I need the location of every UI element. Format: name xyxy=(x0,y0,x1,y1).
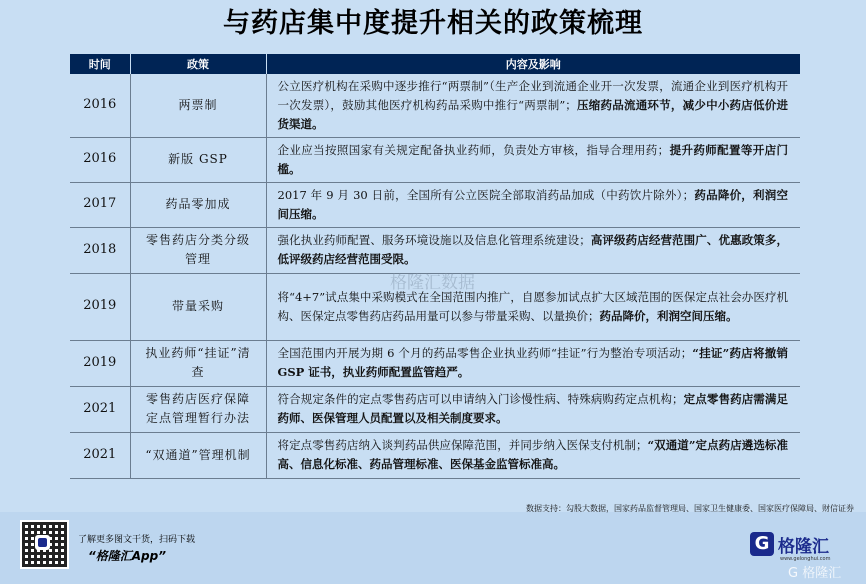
row-year: 2021 xyxy=(70,386,130,432)
app-name: “格隆汇App” xyxy=(88,549,166,563)
table-row xyxy=(70,137,800,182)
row-content xyxy=(266,137,800,182)
content-text: 公立医疗机构在采购中逐步推行“两票制”（生产企业到流通企业开一次发票，流通企业到医疗机构开一次发票），鼓励其他医疗机构药品采购中推行“两票制”； xyxy=(277,79,788,112)
content-text: 将“4+7”试点集中采购模式在全国范围内推广，自愿参加试点扩大区域范围的医保定点社会办医疗机构、医保定点零售药店药品用量可以参与带量采购、以量换价； xyxy=(277,289,788,323)
table-row xyxy=(70,340,800,386)
qr-logo-icon xyxy=(35,535,50,550)
header-content: 内容及影响 xyxy=(266,54,800,74)
policy-table xyxy=(70,54,800,479)
row-content xyxy=(266,432,800,478)
content-impact: 压缩药品流通环节，减少中小药店低价进货渠道。 xyxy=(277,97,788,131)
table-row xyxy=(70,74,800,137)
table-row xyxy=(70,386,800,432)
table-row xyxy=(70,182,800,227)
table-row xyxy=(70,227,800,273)
row-policy: 零售药店医疗保障定点管理暂行办法 xyxy=(130,386,266,432)
content-text: 企业应当按照国家有关规定配备执业药师，负责处方审核，指导合理用药； xyxy=(277,142,670,157)
row-policy: 新版 GSP xyxy=(130,137,266,182)
page-title: 与药店集中度提升相关的政策梳理 xyxy=(223,8,643,39)
download-prompt: 了解更多图文干货，扫码下载 xyxy=(78,535,196,545)
content-impact: 药品降价，利润空间压缩。 xyxy=(599,308,738,323)
content-impact: 提升药师配置等开店门槛。 xyxy=(277,142,788,176)
row-year: 2016 xyxy=(70,74,130,137)
row-year: 2019 xyxy=(70,273,130,340)
brand-logo xyxy=(750,531,829,557)
corner-watermark: G 格隆汇 xyxy=(788,566,842,581)
row-policy: “双通道”管理机制 xyxy=(130,432,266,478)
content-impact: “挂证”药店将撤销 GSP 证书，执业药师配置监管趋严。 xyxy=(277,346,788,379)
content-impact: “双通道”定点药店遴选标准高、信息化标准、药品管理标准、医保基金监管标准高。 xyxy=(277,438,788,471)
row-policy: 带量采购 xyxy=(130,273,266,340)
logo-url: www.gelonghui.com xyxy=(780,556,831,562)
data-source: 数据支持：勾股大数据，国家药品监督管理局、国家卫生健康委、国家医疗保障局、财信证券 xyxy=(526,504,854,513)
table-row xyxy=(70,432,800,478)
content-text: 将定点零售药店纳入谈判药品供应保障范围，并同步纳入医保支付机制； xyxy=(277,438,648,453)
content-impact: 高评级药店经营范围广、优惠政策多，低评级药店经营范围受限。 xyxy=(277,233,788,266)
row-year: 2017 xyxy=(70,182,130,227)
content-text: 符合规定条件的定点零售药店可以申请纳入门诊慢性病、特殊病购药定点机构； xyxy=(277,392,684,407)
logo-text: 格隆汇 xyxy=(778,536,829,557)
row-content xyxy=(266,182,800,227)
row-content xyxy=(266,74,800,137)
row-year: 2019 xyxy=(70,340,130,386)
content-text: 全国范围内开展为期 6 个月的药品零售企业执业药师“挂证”行为整治专项活动； xyxy=(277,346,693,361)
content-text: 2017 年 9 月 30 日前，全国所有公立医院全部取消药品加成（中药饮片除外）； xyxy=(277,187,695,202)
row-content xyxy=(266,227,800,273)
logo-g-icon: G xyxy=(750,532,774,556)
content-text: 强化执业药师配置、服务环境设施以及信息化管理系统建设； xyxy=(277,233,591,248)
table-header-row xyxy=(70,54,800,74)
row-policy: 执业药师“挂证”清查 xyxy=(130,340,266,386)
content-impact: 药品降价，利润空间压缩。 xyxy=(277,187,788,221)
row-content xyxy=(266,340,800,386)
header-policy: 政策 xyxy=(130,54,266,74)
row-year: 2018 xyxy=(70,227,130,273)
content-impact: 定点零售药店需满足药师、医保管理人员配置以及相关制度要求。 xyxy=(277,392,789,425)
row-policy: 零售药店分类分级管理 xyxy=(130,227,266,273)
row-content xyxy=(266,386,800,432)
row-year: 2021 xyxy=(70,432,130,478)
row-policy: 药品零加成 xyxy=(130,182,266,227)
header-time: 时间 xyxy=(70,54,130,74)
center-watermark: 格隆汇数据 xyxy=(390,273,475,293)
row-policy: 两票制 xyxy=(130,74,266,137)
row-year: 2016 xyxy=(70,137,130,182)
row-content xyxy=(266,273,800,340)
